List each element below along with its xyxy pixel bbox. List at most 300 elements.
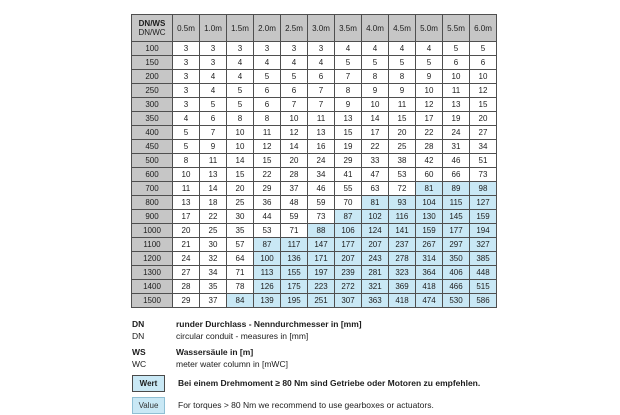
table-row (132, 140, 497, 154)
value-cell: 13 (335, 112, 362, 126)
value-cell: 25 (200, 224, 227, 238)
row-header-dn: 1300 (132, 266, 173, 280)
value-cell: 586 (470, 294, 497, 308)
note-box-wert: Wert (132, 375, 165, 392)
value-cell: 29 (335, 154, 362, 168)
value-cell: 14 (362, 112, 389, 126)
value-cell: 37 (281, 182, 308, 196)
value-cell: 197 (308, 266, 335, 280)
value-cell: 6 (443, 56, 470, 70)
table-row (132, 126, 497, 140)
header-row (132, 15, 497, 42)
column-header: 2.0m (254, 15, 281, 42)
value-cell: 98 (470, 182, 497, 196)
value-cell: 5 (227, 98, 254, 112)
corner-header-dn-wc: DN/WC (138, 28, 166, 37)
value-cell: 307 (335, 294, 362, 308)
value-cell: 87 (335, 210, 362, 224)
value-cell: 11 (200, 154, 227, 168)
value-cell: 15 (389, 112, 416, 126)
value-cell: 8 (362, 70, 389, 84)
legend-note-row (132, 375, 480, 392)
row-header-dn: 350 (132, 112, 173, 126)
value-cell: 17 (173, 210, 200, 224)
value-cell: 63 (362, 182, 389, 196)
value-cell: 9 (389, 84, 416, 98)
value-cell: 13 (443, 98, 470, 112)
legend-definition-row (132, 359, 480, 371)
note-box-value: Value (132, 397, 165, 414)
value-cell: 8 (227, 112, 254, 126)
value-cell: 323 (389, 266, 416, 280)
value-cell: 71 (281, 224, 308, 238)
value-cell: 22 (362, 140, 389, 154)
row-header-dn: 800 (132, 196, 173, 210)
value-cell: 281 (362, 266, 389, 280)
value-cell: 272 (335, 280, 362, 294)
value-cell: 20 (227, 182, 254, 196)
value-cell: 102 (362, 210, 389, 224)
column-header: 1.5m (227, 15, 254, 42)
value-cell: 100 (254, 252, 281, 266)
value-cell: 44 (254, 210, 281, 224)
value-cell: 11 (173, 182, 200, 196)
value-cell: 66 (443, 168, 470, 182)
value-cell: 5 (362, 56, 389, 70)
value-cell: 15 (470, 98, 497, 112)
value-cell: 124 (362, 224, 389, 238)
row-header-dn: 400 (132, 126, 173, 140)
dn-ws-torque-table (131, 14, 497, 308)
value-cell: 175 (281, 280, 308, 294)
table-row (132, 294, 497, 308)
row-header-dn: 1500 (132, 294, 173, 308)
value-cell: 171 (308, 252, 335, 266)
value-cell: 30 (227, 210, 254, 224)
value-cell: 57 (227, 238, 254, 252)
row-header-dn: 1200 (132, 252, 173, 266)
value-cell: 38 (389, 154, 416, 168)
legend-note-row (132, 397, 480, 414)
value-cell: 530 (443, 294, 470, 308)
value-cell: 81 (416, 182, 443, 196)
value-cell: 4 (335, 42, 362, 56)
value-cell: 88 (308, 224, 335, 238)
legend-definitions (132, 319, 480, 370)
value-cell: 418 (416, 280, 443, 294)
value-cell: 6 (281, 84, 308, 98)
value-cell: 17 (416, 112, 443, 126)
value-cell: 87 (254, 238, 281, 252)
legend-text: meter water column in [mWC] (176, 358, 288, 369)
value-cell: 9 (200, 140, 227, 154)
value-cell: 5 (443, 42, 470, 56)
value-cell: 18 (200, 196, 227, 210)
value-cell: 24 (308, 154, 335, 168)
legend-text: circular conduit - measures in [mm] (176, 330, 309, 341)
value-cell: 70 (335, 196, 362, 210)
value-cell: 155 (281, 266, 308, 280)
value-cell: 159 (416, 224, 443, 238)
value-cell: 11 (443, 84, 470, 98)
value-cell: 126 (254, 280, 281, 294)
row-header-dn: 500 (132, 154, 173, 168)
value-cell: 350 (443, 252, 470, 266)
value-cell: 29 (254, 182, 281, 196)
value-cell: 3 (254, 42, 281, 56)
value-cell: 28 (416, 140, 443, 154)
value-cell: 33 (362, 154, 389, 168)
note-text: For torques > 80 Nm we recommend to use gearboxes or actuators. (178, 399, 434, 410)
value-cell: 117 (281, 238, 308, 252)
value-cell: 12 (416, 98, 443, 112)
value-cell: 7 (335, 70, 362, 84)
value-cell: 4 (389, 42, 416, 56)
value-cell: 243 (362, 252, 389, 266)
value-cell: 13 (173, 196, 200, 210)
table-row (132, 84, 497, 98)
column-header: 6.0m (470, 15, 497, 42)
table-row (132, 70, 497, 84)
corner-header (132, 15, 173, 42)
value-cell: 8 (173, 154, 200, 168)
legend-key: DN (132, 319, 145, 329)
value-cell: 4 (416, 42, 443, 56)
value-cell: 81 (362, 196, 389, 210)
value-cell: 10 (227, 126, 254, 140)
legend (132, 319, 480, 414)
table-row (132, 266, 497, 280)
value-cell: 4 (281, 56, 308, 70)
row-header-dn: 700 (132, 182, 173, 196)
table-row (132, 210, 497, 224)
value-cell: 9 (416, 70, 443, 84)
value-cell: 14 (200, 182, 227, 196)
value-cell: 130 (416, 210, 443, 224)
value-cell: 13 (200, 168, 227, 182)
legend-key: WS (132, 347, 146, 357)
value-cell: 73 (308, 210, 335, 224)
value-cell: 8 (254, 112, 281, 126)
value-cell: 15 (254, 154, 281, 168)
value-cell: 237 (389, 238, 416, 252)
value-cell: 6 (200, 112, 227, 126)
value-cell: 16 (308, 140, 335, 154)
value-cell: 10 (362, 98, 389, 112)
row-header-dn: 200 (132, 70, 173, 84)
value-cell: 27 (173, 266, 200, 280)
value-cell: 7 (308, 98, 335, 112)
value-cell: 3 (173, 84, 200, 98)
column-header: 5.0m (416, 15, 443, 42)
value-cell: 5 (173, 140, 200, 154)
value-cell: 113 (254, 266, 281, 280)
value-cell: 7 (308, 84, 335, 98)
value-cell: 34 (308, 168, 335, 182)
value-cell: 418 (389, 294, 416, 308)
column-header: 4.5m (389, 15, 416, 42)
value-cell: 406 (443, 266, 470, 280)
value-cell: 29 (173, 294, 200, 308)
value-cell: 10 (227, 140, 254, 154)
value-cell: 10 (470, 70, 497, 84)
value-cell: 20 (281, 154, 308, 168)
value-cell: 3 (173, 56, 200, 70)
column-header: 5.5m (443, 15, 470, 42)
value-cell: 73 (470, 168, 497, 182)
value-cell: 9 (362, 84, 389, 98)
value-cell: 10 (443, 70, 470, 84)
column-header: 0.5m (173, 15, 200, 42)
value-cell: 177 (443, 224, 470, 238)
value-cell: 84 (227, 294, 254, 308)
value-cell: 207 (335, 252, 362, 266)
value-cell: 28 (173, 280, 200, 294)
value-cell: 30 (200, 238, 227, 252)
value-cell: 11 (254, 126, 281, 140)
row-header-dn: 300 (132, 98, 173, 112)
value-cell: 3 (173, 70, 200, 84)
value-cell: 6 (470, 56, 497, 70)
value-cell: 10 (416, 84, 443, 98)
legend-definition-group (132, 319, 480, 342)
note-text: Bei einem Drehmoment ≥ 80 Nm sind Getriebe oder Motoren zu empfehlen. (178, 377, 481, 388)
table-row (132, 168, 497, 182)
row-header-dn: 250 (132, 84, 173, 98)
row-header-dn: 900 (132, 210, 173, 224)
value-cell: 6 (254, 84, 281, 98)
value-cell: 115 (443, 196, 470, 210)
table-row (132, 196, 497, 210)
value-cell: 448 (470, 266, 497, 280)
row-header-dn: 100 (132, 42, 173, 56)
value-cell: 19 (443, 112, 470, 126)
value-cell: 53 (389, 168, 416, 182)
value-cell: 3 (173, 98, 200, 112)
value-cell: 64 (227, 252, 254, 266)
value-cell: 93 (389, 196, 416, 210)
value-cell: 195 (281, 294, 308, 308)
value-cell: 22 (254, 168, 281, 182)
legend-definition-row (132, 319, 480, 331)
legend-notes (132, 375, 480, 414)
value-cell: 11 (389, 98, 416, 112)
value-cell: 15 (227, 168, 254, 182)
table-row (132, 154, 497, 168)
value-cell: 251 (308, 294, 335, 308)
value-cell: 3 (281, 42, 308, 56)
table-row (132, 252, 497, 266)
value-cell: 15 (335, 126, 362, 140)
value-cell: 369 (389, 280, 416, 294)
row-header-dn: 450 (132, 140, 173, 154)
value-cell: 10 (173, 168, 200, 182)
value-cell: 22 (416, 126, 443, 140)
value-cell: 7 (200, 126, 227, 140)
value-cell: 31 (443, 140, 470, 154)
legend-key: DN (132, 330, 145, 341)
value-cell: 34 (470, 140, 497, 154)
value-cell: 5 (416, 56, 443, 70)
table-row (132, 42, 497, 56)
value-cell: 51 (470, 154, 497, 168)
value-cell: 7 (281, 98, 308, 112)
table-row (132, 56, 497, 70)
row-header-dn: 600 (132, 168, 173, 182)
legend-key: WC (132, 358, 147, 369)
value-cell: 59 (308, 196, 335, 210)
value-cell: 147 (308, 238, 335, 252)
column-header: 1.0m (200, 15, 227, 42)
value-cell: 106 (335, 224, 362, 238)
value-cell: 21 (173, 238, 200, 252)
value-cell: 297 (443, 238, 470, 252)
value-cell: 4 (227, 70, 254, 84)
value-cell: 321 (362, 280, 389, 294)
table-row (132, 98, 497, 112)
value-cell: 5 (173, 126, 200, 140)
value-cell: 4 (308, 56, 335, 70)
value-cell: 25 (227, 196, 254, 210)
value-cell: 22 (200, 210, 227, 224)
value-cell: 4 (173, 112, 200, 126)
value-cell: 10 (281, 112, 308, 126)
table-row (132, 224, 497, 238)
value-cell: 27 (470, 126, 497, 140)
value-cell: 17 (362, 126, 389, 140)
value-cell: 12 (254, 140, 281, 154)
value-cell: 28 (281, 168, 308, 182)
value-cell: 78 (227, 280, 254, 294)
value-cell: 127 (470, 196, 497, 210)
table-row (132, 280, 497, 294)
value-cell: 474 (416, 294, 443, 308)
column-header: 4.0m (362, 15, 389, 42)
value-cell: 5 (200, 98, 227, 112)
legend-text: runder Durchlass - Nenndurchmesser in [mm] (176, 319, 362, 329)
value-cell: 139 (254, 294, 281, 308)
value-cell: 46 (443, 154, 470, 168)
value-cell: 11 (308, 112, 335, 126)
value-cell: 9 (335, 98, 362, 112)
value-cell: 5 (470, 42, 497, 56)
row-header-dn: 1100 (132, 238, 173, 252)
value-cell: 5 (254, 70, 281, 84)
value-cell: 314 (416, 252, 443, 266)
value-cell: 3 (200, 56, 227, 70)
value-cell: 5 (335, 56, 362, 70)
value-cell: 278 (389, 252, 416, 266)
value-cell: 3 (308, 42, 335, 56)
value-cell: 14 (281, 140, 308, 154)
value-cell: 363 (362, 294, 389, 308)
value-cell: 20 (470, 112, 497, 126)
value-cell: 267 (416, 238, 443, 252)
value-cell: 41 (335, 168, 362, 182)
value-cell: 42 (416, 154, 443, 168)
column-header: 2.5m (281, 15, 308, 42)
value-cell: 24 (443, 126, 470, 140)
value-cell: 36 (254, 196, 281, 210)
value-cell: 385 (470, 252, 497, 266)
legend-definition-row (132, 331, 480, 343)
value-cell: 5 (281, 70, 308, 84)
value-cell: 60 (416, 168, 443, 182)
value-cell: 239 (335, 266, 362, 280)
value-cell: 327 (470, 238, 497, 252)
value-cell: 32 (200, 252, 227, 266)
row-header-dn: 1000 (132, 224, 173, 238)
value-cell: 194 (470, 224, 497, 238)
legend-definition-row (132, 347, 480, 359)
column-header: 3.5m (335, 15, 362, 42)
value-cell: 159 (470, 210, 497, 224)
value-cell: 5 (227, 84, 254, 98)
value-cell: 59 (281, 210, 308, 224)
value-cell: 207 (362, 238, 389, 252)
value-cell: 8 (389, 70, 416, 84)
value-cell: 55 (335, 182, 362, 196)
table-row (132, 112, 497, 126)
value-cell: 6 (308, 70, 335, 84)
column-header: 3.0m (308, 15, 335, 42)
value-cell: 104 (416, 196, 443, 210)
legend-definition-group (132, 347, 480, 370)
value-cell: 53 (254, 224, 281, 238)
legend-text: Wassersäule in [m] (176, 347, 254, 357)
table-row (132, 182, 497, 196)
value-cell: 20 (173, 224, 200, 238)
value-cell: 12 (281, 126, 308, 140)
value-cell: 4 (200, 70, 227, 84)
value-cell: 3 (227, 42, 254, 56)
value-cell: 24 (173, 252, 200, 266)
value-cell: 177 (335, 238, 362, 252)
value-cell: 136 (281, 252, 308, 266)
value-cell: 4 (227, 56, 254, 70)
row-header-dn: 1400 (132, 280, 173, 294)
value-cell: 34 (200, 266, 227, 280)
row-header-dn: 150 (132, 56, 173, 70)
value-cell: 12 (470, 84, 497, 98)
value-cell: 46 (308, 182, 335, 196)
value-cell: 364 (416, 266, 443, 280)
table-row (132, 238, 497, 252)
value-cell: 47 (362, 168, 389, 182)
value-cell: 8 (335, 84, 362, 98)
value-cell: 48 (281, 196, 308, 210)
value-cell: 37 (200, 294, 227, 308)
corner-header-dn-ws: DN/WS (138, 19, 166, 28)
value-cell: 89 (443, 182, 470, 196)
value-cell: 35 (200, 280, 227, 294)
value-cell: 14 (227, 154, 254, 168)
value-cell: 223 (308, 280, 335, 294)
value-cell: 25 (389, 140, 416, 154)
value-cell: 145 (443, 210, 470, 224)
value-cell: 4 (362, 42, 389, 56)
value-cell: 4 (254, 56, 281, 70)
table-body (132, 42, 497, 308)
value-cell: 72 (389, 182, 416, 196)
value-cell: 3 (173, 42, 200, 56)
value-cell: 466 (443, 280, 470, 294)
value-cell: 116 (389, 210, 416, 224)
value-cell: 19 (335, 140, 362, 154)
value-cell: 515 (470, 280, 497, 294)
value-cell: 6 (254, 98, 281, 112)
value-cell: 141 (389, 224, 416, 238)
